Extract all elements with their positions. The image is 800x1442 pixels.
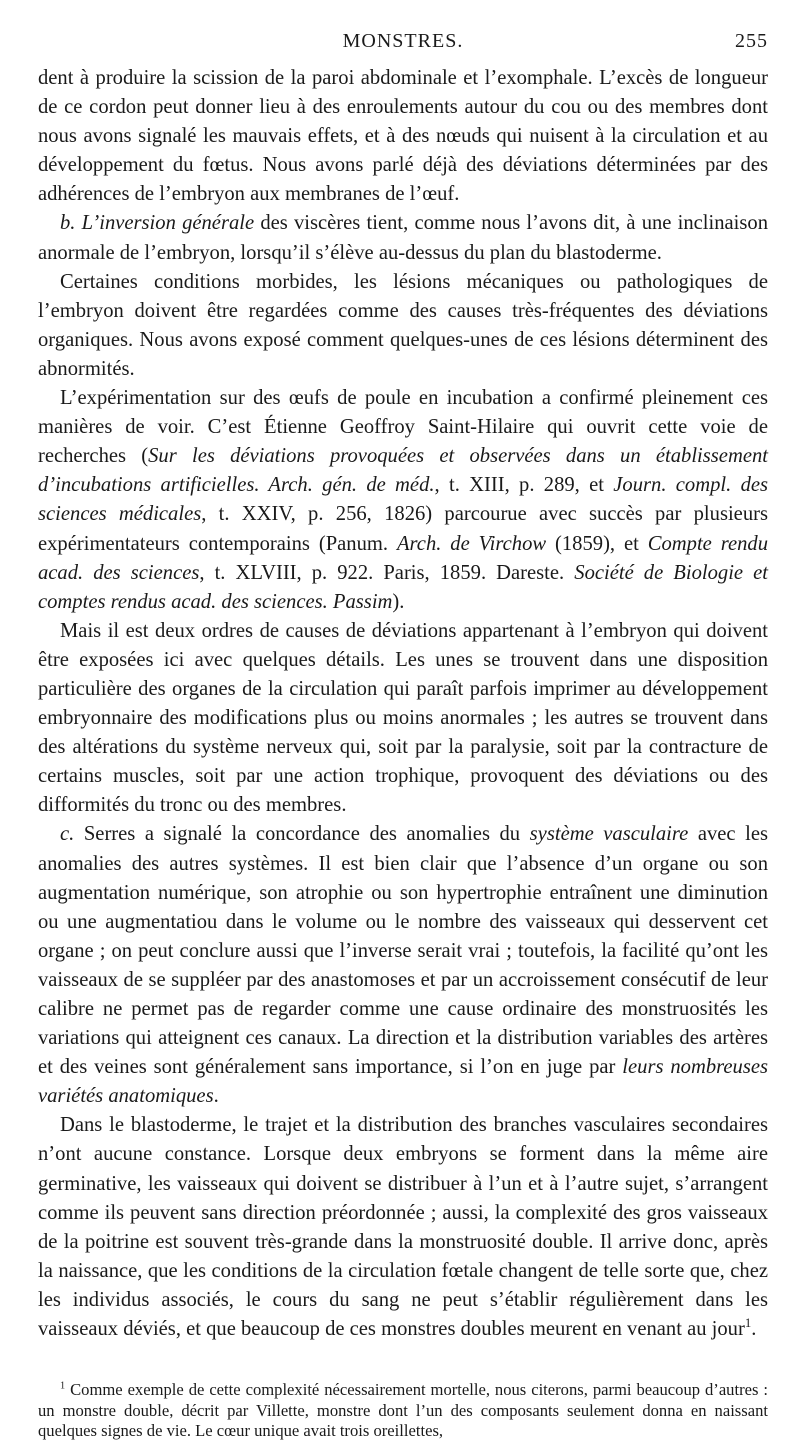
footnote-reference: 1 <box>744 1316 752 1331</box>
paragraph-text: ). <box>392 590 405 613</box>
paragraph-text: Dans le blastoderme, le trajet et la distribution des branches vasculaires secondaires n’ont aucune constance. Lorsque deux embryons se forment dans la même aire germinative, les vaisseaux qui doivent se distribuer à l’un et à l’autre sujet, s’arrangent comme ils peuvent sans direction préordonnée ; aussi, la complexité des gros vaisseaux de la poitrine est souvent très-grande dans la monstruosité double. Il arrive donc, après la naissance, que les conditions de la circulation fœtale changent de telle sorte que, chez les individus associés, le cours du sang ne peut s’établir régulièrement dans les vaisseaux déviés, et que beaucoup de ces monstres doubles meurent en venant au jour <box>38 1114 768 1341</box>
paragraph <box>38 820 768 1111</box>
paragraph-text: Mais il est deux ordres de causes de déviations appartenant à l’embryon qui doivent être exposées ici avec quelques détails. Les unes se trouvent dans une disposition particulière des organes de la circulation qui paraît parfois imprimer au développement embryonnaire des modifications plus ou moins anormales ; les autres se trouvent dans des altérations du système nerveux qui, soit par la paralysie, soit par la contracture de certains muscles, soit par une action trophique, provoquent des déviations ou des difformités du tronc ou des membres. <box>38 619 768 817</box>
paragraph-text: (1859), et <box>546 532 648 555</box>
paragraph <box>38 268 768 384</box>
body-text <box>38 64 768 1344</box>
running-head <box>38 24 768 64</box>
citation-title: Journ. compl. des sciences médicales <box>38 474 769 526</box>
page-number: 255 <box>735 30 768 52</box>
footnote <box>38 1380 768 1442</box>
paragraph-text: Serres a signalé la concordance des anomalies du <box>74 823 530 846</box>
paragraph-text: des viscères tient, comme nous l’avons dit, à une inclinaison anormale de l’embryon, lorsqu’il s’élève au-dessus du plan du blastoderme. <box>38 212 769 264</box>
paragraph-text: Certaines conditions morbides, les lésions mécaniques ou pathologiques de l’embryon doivent être regardées comme des causes très-fréquentes des déviations organiques. Nous avons exposé comment quelques-unes de ces lésions déterminent des abnormités. <box>38 270 768 380</box>
footnote-text: Comme exemple de cette complexité nécessairement mortelle, nous citerons, parmi beaucoup d’autres : un monstre double, décrit par Villette, monstre dont l’un des composants seulement donna en naissant quelques signes de vie. Le cœur unique avait trois oreillettes, <box>38 1380 768 1441</box>
section-label: c. <box>60 823 75 846</box>
paragraph <box>38 1111 768 1344</box>
citation-title: Compte rendu acad. des sciences <box>38 532 768 584</box>
paragraph-text: dent à produire la scission de la paroi abdominale et l’exomphale. L’excès de longueur de ce cordon peut donner lieu à des enroulements autour du cou ou des membres dont nous avons signalé les mauvais effets, et à des nœuds qui nuisent à la circulation et au développement du fœtus. Nous avons parlé déjà des déviations déterminées par des adhérences de l’embryon aux membranes de l’œuf. <box>38 67 768 206</box>
paragraph <box>38 209 768 267</box>
paragraph-text: . <box>213 1085 219 1108</box>
emphasis: système vasculaire <box>529 823 689 846</box>
paragraph-text: . <box>751 1318 757 1341</box>
paragraph-text: , t. XXIV, p. 256, 1826) parcourue avec succès par plusieurs expérimentateurs contemporains (Panum. <box>38 503 768 555</box>
paragraph <box>38 384 768 617</box>
book-page <box>38 24 768 1442</box>
emphasis: leurs nombreuses variétés anatomiques <box>38 1056 768 1108</box>
footnotes <box>38 1380 768 1442</box>
footnote-marker: 1 <box>60 1380 66 1392</box>
paragraph <box>38 64 768 209</box>
paragraph-text: avec les anomalies des autres systèmes. Il est bien clair que l’absence d’un organe ou son augmentation numérique, son atrophie ou son hypertrophie entraînent une diminution ou une augmentatiou dans le volume ou le nombre des vaisseaux qui desservent cet organe ; on peut conclure aussi que l’inverse serait vrai ; toutefois, la facilité qu’ont les vaisseaux de se suppléer par des anastomoses et par un accroissement consécutif de leur calibre ne permet pas de regarder comme une cause ordinaire des monstruosités les variations qui atteignent ces canaux. La direction et la distribution variables des artères et des veines sont généralement sans importance, si l’on en juge par <box>38 823 768 1079</box>
citation-title: Société de Biologie et comptes rendus acad. des sciences. Passim <box>38 561 768 613</box>
section-label: b. <box>60 212 76 235</box>
citation-title: Sur les déviations provoquées et observées dans un établissement d’incubations artificielles. Arch. gén. de méd. <box>38 445 768 497</box>
paragraph-text: L’expérimentation sur des œufs de poule en incubation a confirmé pleinement ces manières de voir. C’est Étienne Geoffroy Saint-Hilaire qui ouvrit cette voie de recherches ( <box>38 387 768 468</box>
citation-title: Arch. de Virchow <box>396 532 547 555</box>
emphasis: L’inversion générale <box>81 212 255 235</box>
paragraph-text: , t. XLVIII, p. 922. Paris, 1859. Dareste. <box>199 561 575 584</box>
running-title: MONSTRES. <box>342 30 464 52</box>
paragraph <box>38 617 768 821</box>
paragraph-text: , t. XIII, p. 289, et <box>434 474 614 497</box>
